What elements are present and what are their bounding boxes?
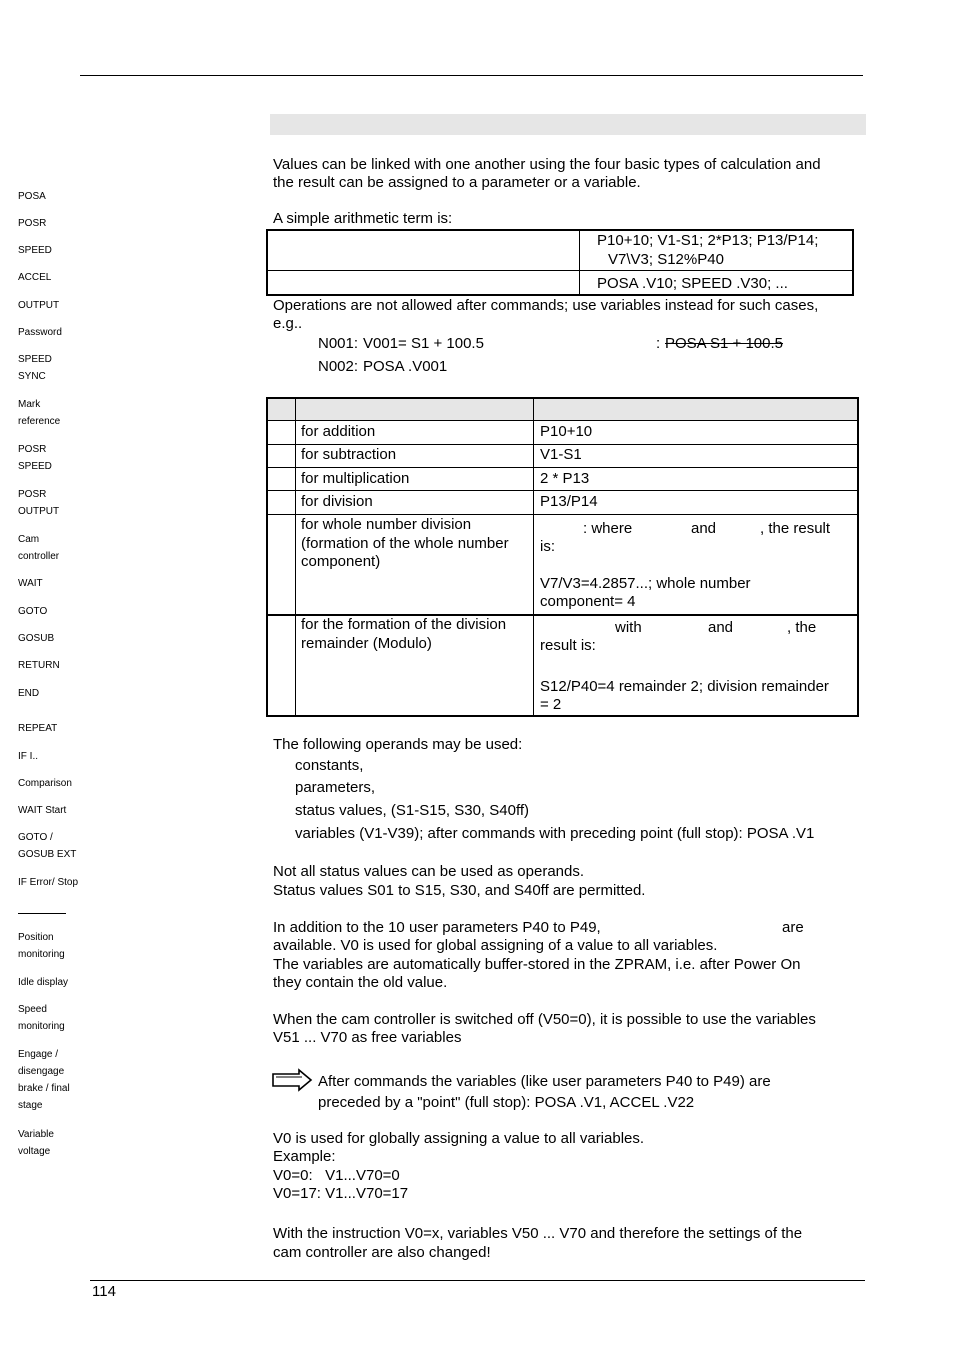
warning-line-1: With the instruction V0=x, variables V50 ... V70 and therefore the settings of the xyxy=(273,1225,803,1242)
intro-line-1: Values can be linked with one another using the four basic types of calculation and xyxy=(273,156,821,173)
op-row4-example: P13/P14 xyxy=(540,493,598,510)
simple-term-label: A simple arithmetic term is: xyxy=(273,210,453,227)
sidebar-item xyxy=(18,1126,88,1160)
ops-note-line-1: Operations are not allowed after commands; use variables instead for such cases, xyxy=(273,297,819,314)
sidebar-item xyxy=(18,486,88,520)
sidebar-item xyxy=(18,188,88,205)
op-row5-ex-e: V7/V3=4.2857...; whole number xyxy=(540,575,751,592)
sidebar-item-label: GOSUB EXT xyxy=(18,849,77,860)
sidebar-item-label: WAIT xyxy=(18,578,43,589)
n001-colon: : xyxy=(656,335,661,352)
sidebar-item-label: voltage xyxy=(18,1146,51,1157)
sidebar-item-label: Position xyxy=(18,932,54,943)
sidebar-item-label: WAIT Start xyxy=(18,805,67,816)
sidebar-item-label: OUTPUT xyxy=(18,300,60,311)
sidebar-item xyxy=(18,575,88,592)
operand-item: status values, (S1-S15, S30, S40ff) xyxy=(295,802,530,819)
op-row6-ex-e: S12/P40=4 remainder 2; division remainder xyxy=(540,678,829,695)
op-row5-desc-3: component) xyxy=(301,553,381,570)
hint-arrow-icon xyxy=(271,1068,313,1092)
sidebar-item xyxy=(18,974,88,991)
n002-label: N002: xyxy=(318,358,359,375)
sidebar-item xyxy=(18,720,88,737)
section-title-bar xyxy=(270,114,866,135)
sidebar-item-label: Password xyxy=(18,327,62,338)
v0-note-line-2: Example: xyxy=(273,1148,336,1165)
sidebar-item-label: Speed xyxy=(18,1004,47,1015)
op-row5-ex-d: is: xyxy=(540,538,555,555)
sidebar-item xyxy=(18,603,88,620)
warning-line-2: cam controller are also changed! xyxy=(273,1244,491,1261)
operator-table-vline-1 xyxy=(295,399,296,715)
sidebar-item xyxy=(18,775,88,792)
vars-note-line-1b: are xyxy=(782,919,804,936)
sidebar-item xyxy=(18,748,88,765)
sidebar-item-label: END xyxy=(18,688,40,699)
sidebar-item xyxy=(18,802,88,819)
sidebar-item xyxy=(18,441,88,475)
sidebar-item-label: REPEAT xyxy=(18,723,58,734)
sidebar-item-label: Cam xyxy=(18,534,40,545)
ops-note-line-2: e.g.. xyxy=(273,315,303,332)
sidebar-item-label: OUTPUT xyxy=(18,506,60,517)
vars-note-line-2: available. V0 is used for global assigning of a value to all variables. xyxy=(273,937,718,954)
header-rule xyxy=(80,75,863,76)
sidebar-item-label: monitoring xyxy=(18,949,65,960)
operator-table-hline-4 xyxy=(268,514,857,515)
sidebar-item-label: IF I.. xyxy=(18,751,38,762)
v0-note-line-3: V0=0: V1...V70=0 xyxy=(273,1167,400,1184)
op-row6-ex-c: , the xyxy=(787,619,817,636)
operator-table-hline-3 xyxy=(268,490,857,491)
cam-note-line-2: V51 ... V70 as free variables xyxy=(273,1029,462,1046)
sidebar-item xyxy=(18,829,88,863)
vars-note-line-4: they contain the old value. xyxy=(273,974,448,991)
sidebar-item-label: POSA xyxy=(18,191,46,202)
term-row1-l2: V7\V3; S12%P40 xyxy=(608,251,724,268)
op-row6-desc-2: remainder (Modulo) xyxy=(301,635,432,652)
sidebar-item xyxy=(18,685,88,702)
sidebar-item xyxy=(18,1001,88,1035)
op-row2-desc: for subtraction xyxy=(301,446,397,463)
sidebar-item-label: POSR xyxy=(18,218,47,229)
sidebar-item-label: POSR xyxy=(18,489,47,500)
n001-code: V001= S1 + 100.5 xyxy=(363,335,484,352)
op-row6-ex-a: with xyxy=(615,619,642,636)
op-row5-ex-b: and xyxy=(691,520,717,537)
sidebar-item-label: SPEED xyxy=(18,245,52,256)
hint-line-2: preceded by a "point" (full stop): POSA .V1, ACCEL .V22 xyxy=(318,1094,695,1111)
sidebar-item-label: ACCEL xyxy=(18,272,52,283)
sidebar-item-label: stage xyxy=(18,1100,43,1111)
sidebar-item xyxy=(18,242,88,259)
sidebar-item-label: disengage xyxy=(18,1066,65,1077)
sidebar-item-label: brake / final xyxy=(18,1083,70,1094)
operator-table-vline-2 xyxy=(533,399,534,715)
sidebar-item-label: reference xyxy=(18,416,61,427)
term-row1-l1: P10+10; V1-S1; 2*P13; P13/P14; xyxy=(597,232,819,249)
sidebar-item xyxy=(18,396,88,430)
operand-item: parameters, xyxy=(295,779,376,796)
sidebar-item-label: Variable xyxy=(18,1129,54,1140)
status-note-line-2: Status values S01 to S15, S30, and S40ff are permitted. xyxy=(273,882,646,899)
vars-note-line-1a: In addition to the 10 user parameters P40 to P49, xyxy=(273,919,601,936)
operand-item: variables (V1-V39); after commands with preceding point (full stop): POSA .V1 xyxy=(295,825,815,842)
op-row3-desc: for multiplication xyxy=(301,470,410,487)
sidebar-item-label: SPEED xyxy=(18,461,52,472)
sidebar-item-label: SPEED xyxy=(18,354,52,365)
op-row1-desc: for addition xyxy=(301,423,376,440)
term-table-vline xyxy=(579,230,580,295)
sidebar-item-label: GOTO xyxy=(18,606,48,617)
vars-note-line-3: The variables are automatically buffer-stored in the ZPRAM, i.e. after Power On xyxy=(273,956,801,973)
hint-line-1: After commands the variables (like user parameters P40 to P49) are xyxy=(318,1073,771,1090)
op-row5-ex-f: component= 4 xyxy=(540,593,636,610)
op-row6-ex-d: result is: xyxy=(540,637,596,654)
n001-wrong-example: POSA S1 + 100.5 xyxy=(665,335,784,352)
op-row5-ex-a: : where xyxy=(583,520,633,537)
n001-label: N001: xyxy=(318,335,359,352)
sidebar-item xyxy=(18,630,88,647)
operator-table-hline-2 xyxy=(268,467,857,468)
sidebar-item xyxy=(18,929,88,963)
operator-table-hline-0 xyxy=(268,420,857,421)
sidebar-item xyxy=(18,531,88,565)
sidebar-item-label: Comparison xyxy=(18,778,72,789)
operand-item: constants, xyxy=(295,757,364,774)
sidebar-item-label: Engage / xyxy=(18,1049,59,1060)
sidebar-item-label: Mark xyxy=(18,399,41,410)
v0-note-line-4: V0=17: V1...V70=17 xyxy=(273,1185,409,1202)
sidebar-item-label: Idle display xyxy=(18,977,69,988)
v0-note-line-1: V0 is used for globally assigning a value to all variables. xyxy=(273,1130,645,1147)
sidebar-divider xyxy=(18,913,66,914)
cam-note-line-1: When the cam controller is switched off (V50=0), it is possible to use the variables xyxy=(273,1011,816,1028)
sidebar-item-label: monitoring xyxy=(18,1021,65,1032)
operator-table-header xyxy=(268,399,857,420)
sidebar-item xyxy=(18,1046,88,1114)
op-row4-desc: for division xyxy=(301,493,373,510)
status-note-line-1: Not all status values can be used as operands. xyxy=(273,863,585,880)
footer-rule xyxy=(90,1280,865,1281)
sidebar-item xyxy=(18,215,88,232)
op-row1-example: P10+10 xyxy=(540,423,593,440)
page-number: 114 xyxy=(92,1283,116,1300)
op-row5-desc-2: (formation of the whole number xyxy=(301,535,509,552)
op-row3-example: 2 * P13 xyxy=(540,470,590,487)
op-row5-desc-1: for whole number division xyxy=(301,516,472,533)
intro-line-2: the result can be assigned to a parameter or a variable. xyxy=(273,174,641,191)
op-row6-ex-f: = 2 xyxy=(540,696,562,713)
sidebar-item-label: GOSUB xyxy=(18,633,55,644)
operator-table-hline-1 xyxy=(268,444,857,445)
sidebar-item-label: GOTO / xyxy=(18,832,53,843)
sidebar-item xyxy=(18,269,88,286)
sidebar-item xyxy=(18,351,88,385)
op-row6-desc-1: for the formation of the division xyxy=(301,616,507,633)
sidebar-item-label: SYNC xyxy=(18,371,46,382)
sidebar-item xyxy=(18,874,88,891)
op-row5-ex-c: , the result xyxy=(760,520,831,537)
sidebar-item-label: POSR xyxy=(18,444,47,455)
operands-heading: The following operands may be used: xyxy=(273,736,523,753)
sidebar-item xyxy=(18,297,88,314)
sidebar-item-label: RETURN xyxy=(18,660,60,671)
sidebar-item-label: IF Error/ Stop xyxy=(18,877,79,888)
op-row6-ex-b: and xyxy=(708,619,734,636)
sidebar-item-label: controller xyxy=(18,551,60,562)
op-row2-example: V1-S1 xyxy=(540,446,582,463)
term-table-hline xyxy=(268,270,852,271)
sidebar-item xyxy=(18,324,88,341)
sidebar-item xyxy=(18,657,88,674)
n002-code: POSA .V001 xyxy=(363,358,448,375)
term-row2: POSA .V10; SPEED .V30; ... xyxy=(597,275,788,292)
